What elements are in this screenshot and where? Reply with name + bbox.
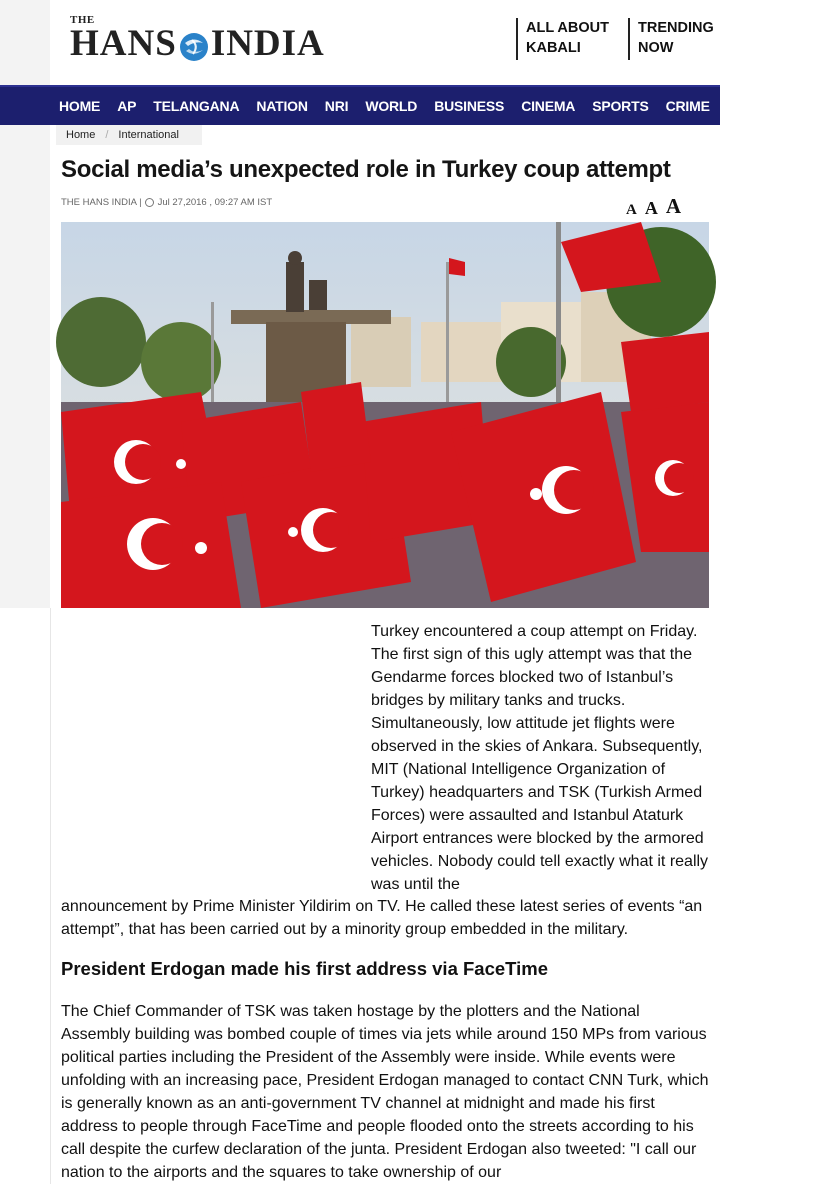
nav-item-nation[interactable]: NATION [256,98,308,114]
trending-line: NOW [638,40,674,56]
logo-text-right: INDIA [210,23,325,64]
nav-item-sports[interactable]: SPORTS [592,98,649,114]
trending-line: ALL ABOUT [526,20,609,36]
main-nav [0,85,801,125]
logo-text-left: HANS [70,23,177,64]
nav-item-world[interactable]: WORLD [365,98,418,114]
article-meta [61,197,272,208]
nav-item-crime[interactable]: CRIME [665,98,710,114]
nav-item-ap[interactable]: AP [117,98,137,114]
article-paragraph-continued: announcement by Prime Minister Yildirim on TV. He called these latest series of events “an attempt”, that has been carried out by a minority group embedded in the military. [61,898,703,938]
article-subheading: President Erdogan made his first address via FaceTime [61,958,549,979]
left-divider [50,608,51,1184]
site-header [50,0,720,85]
nav-item-lifestyle[interactable]: LIFESTYLE [726,98,801,114]
trending-link-kabali[interactable] [516,18,632,60]
trending-link-now[interactable] [628,18,720,60]
clock-icon [145,198,154,207]
trending-line: KABALI [526,40,581,56]
breadcrumb [56,125,202,145]
trending-line: TRENDING [638,20,714,36]
article-hero-image [61,222,709,608]
site-logo[interactable] [70,14,360,62]
font-size-controls [626,194,689,219]
globe-icon [179,29,209,59]
article-paragraph: Turkey encountered a coup attempt on Friday. The first sign of this ugly attempt was that the Gendarme forces blocked two of Istanbul’s bridges by military tanks and trucks. Simultaneously, low attitude jet flights were observed in the skies of Ankara. Subsequently, MIT (National Intelligence Organization of Turkey) headquarters and TSK (Turkish Armed Forces) were assaulted and Istanbul Ataturk Airport entrances were blocked by the armored vehicles. Nobody could tell exactly what it really was until the [371,623,709,893]
publish-date: Jul 27,2016 , 09:27 AM IST [157,197,273,208]
font-size-small-button[interactable]: A [626,202,637,218]
font-size-medium-button[interactable]: A [644,198,658,218]
logo-the: THE [70,14,95,26]
article-paragraph: The Chief Commander of TSK was taken hostage by the plotters and the National Assembly building was bombed couple of times via jets while around 150 MPs from various political parties including the President of the Assembly were inside. While events were unfolding with an increasing pace, President Erdogan managed to contact CNN Turk, which is generally known as an anti-government TV channel at midnight and made his first address to people through FaceTime and people flooded onto the streets according to his call despite the curfew declaration of the junta. President Erdogan also tweeted: "I call our nation to the airports and the squares to take ownership of our [61,1003,709,1181]
nav-item-cinema[interactable]: CINEMA [521,98,576,114]
breadcrumb-section[interactable]: International [118,129,179,141]
byline: THE HANS INDIA | [61,197,142,208]
article-title: Social media’s unexpected role in Turkey coup attempt [61,156,671,183]
nav-item-nri[interactable]: NRI [324,98,349,114]
font-size-large-button[interactable]: A [665,194,682,218]
logo-wordmark [70,22,325,65]
breadcrumb-home[interactable]: Home [66,129,96,141]
breadcrumb-separator: / [105,129,109,141]
nav-item-business[interactable]: BUSINESS [434,98,505,114]
nav-item-home[interactable]: HOME [59,98,101,114]
nav-item-telangana[interactable]: TELANGANA [153,98,240,114]
